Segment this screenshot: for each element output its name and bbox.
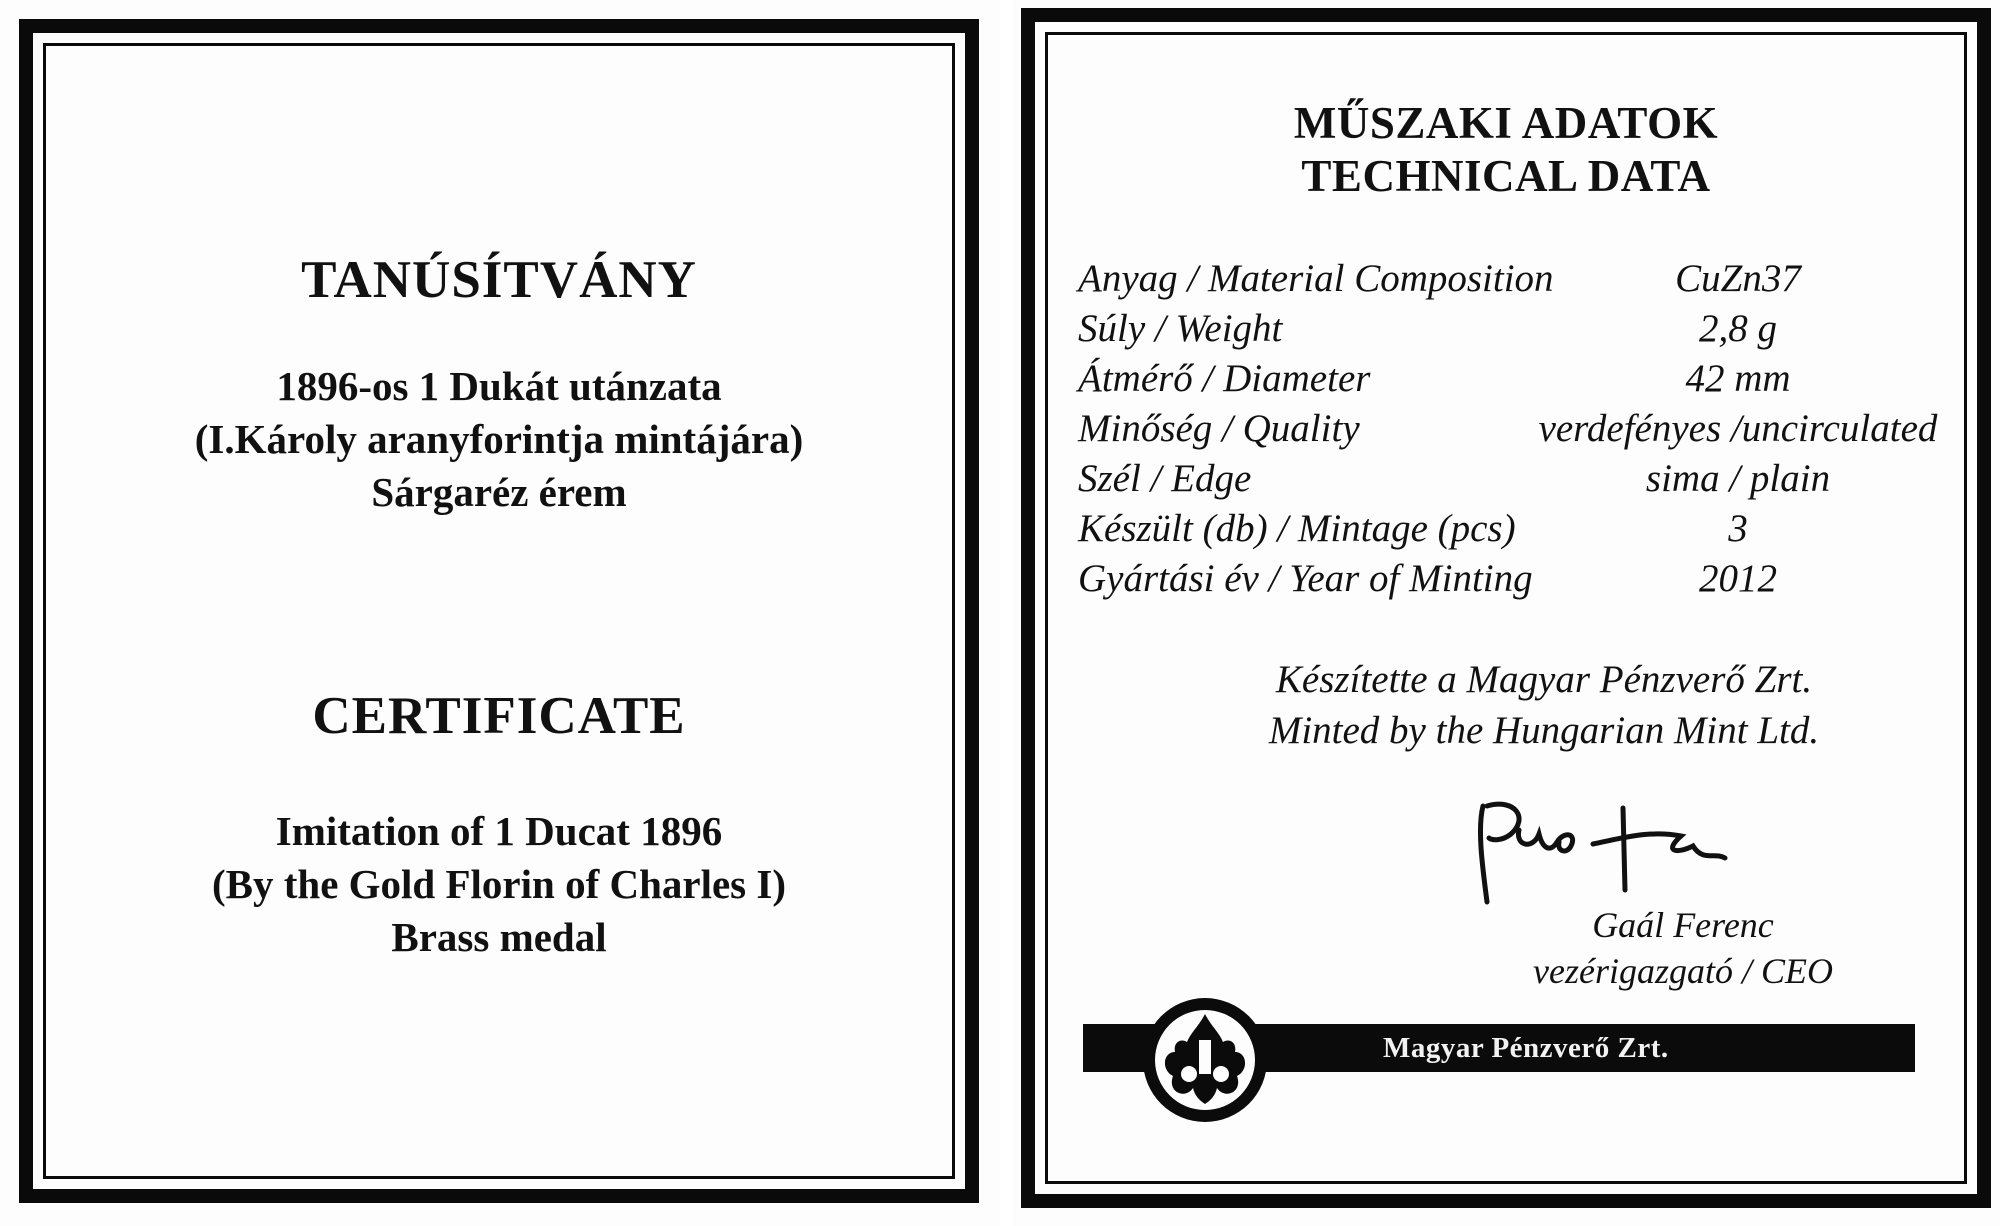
hungarian-title: TANÚSÍTVÁNY bbox=[301, 251, 697, 309]
spec-row-weight bbox=[1078, 306, 1938, 356]
mint-logo-emblem bbox=[1141, 996, 1269, 1124]
spec-value: CuZn37 bbox=[1675, 257, 1801, 300]
footer-company-name: Magyar Pénzverő Zrt. bbox=[1383, 1032, 1669, 1064]
heading-hungarian: MŰSZAKI ADATOK bbox=[1293, 98, 1719, 148]
english-line-3: Brass medal bbox=[391, 914, 607, 960]
spec-label: Gyártási év / Year of Minting bbox=[1078, 557, 1533, 600]
minted-by-hungarian: Készítette a Magyar Pénzverő Zrt. bbox=[1275, 658, 1813, 701]
inner-border bbox=[43, 43, 955, 1179]
spec-label: Átmérő / Diameter bbox=[1078, 357, 1371, 400]
spec-label: Készült (db) / Mintage (pcs) bbox=[1078, 507, 1516, 550]
spec-row-mintage bbox=[1078, 506, 1938, 556]
spec-row-material bbox=[1078, 256, 1938, 306]
spec-label: Súly / Weight bbox=[1078, 307, 1283, 350]
spec-value: sima / plain bbox=[1645, 457, 1831, 500]
signatory-title: vezérigazgató / CEO bbox=[1533, 951, 1833, 991]
english-line-1: Imitation of 1 Ducat 1896 bbox=[275, 808, 723, 854]
signatory-name: Gaál Ferenc bbox=[1592, 905, 1774, 945]
spec-value: 42 mm bbox=[1685, 357, 1791, 400]
spec-label: Minőség / Quality bbox=[1078, 407, 1360, 450]
english-title: CERTIFICATE bbox=[312, 687, 686, 745]
hungarian-line-3: Sárgaréz érem bbox=[371, 469, 627, 515]
spec-value: 2012 bbox=[1699, 557, 1777, 600]
spec-label: Anyag / Material Composition bbox=[1078, 257, 1554, 300]
english-line-2: (By the Gold Florin of Charles I) bbox=[212, 861, 786, 907]
spec-row-diameter bbox=[1078, 356, 1938, 406]
spec-value: 2,8 g bbox=[1699, 307, 1777, 350]
spec-label: Szél / Edge bbox=[1078, 457, 1252, 500]
spec-value: 3 bbox=[1728, 507, 1748, 550]
minted-by-english: Minted by the Hungarian Mint Ltd. bbox=[1268, 709, 1820, 752]
hungarian-line-1: 1896-os 1 Dukát utánzata bbox=[276, 363, 722, 409]
spec-row-year bbox=[1078, 556, 1938, 606]
spec-row-quality bbox=[1078, 406, 1938, 456]
spec-value: verdefényes /uncirculated bbox=[1538, 407, 1938, 450]
heading-english: TECHNICAL DATA bbox=[1301, 151, 1711, 201]
hungarian-line-2: (I.Károly aranyforintja mintájára) bbox=[194, 416, 804, 462]
technical-data-page bbox=[1013, 0, 2000, 1226]
spec-row-edge bbox=[1078, 456, 1938, 506]
